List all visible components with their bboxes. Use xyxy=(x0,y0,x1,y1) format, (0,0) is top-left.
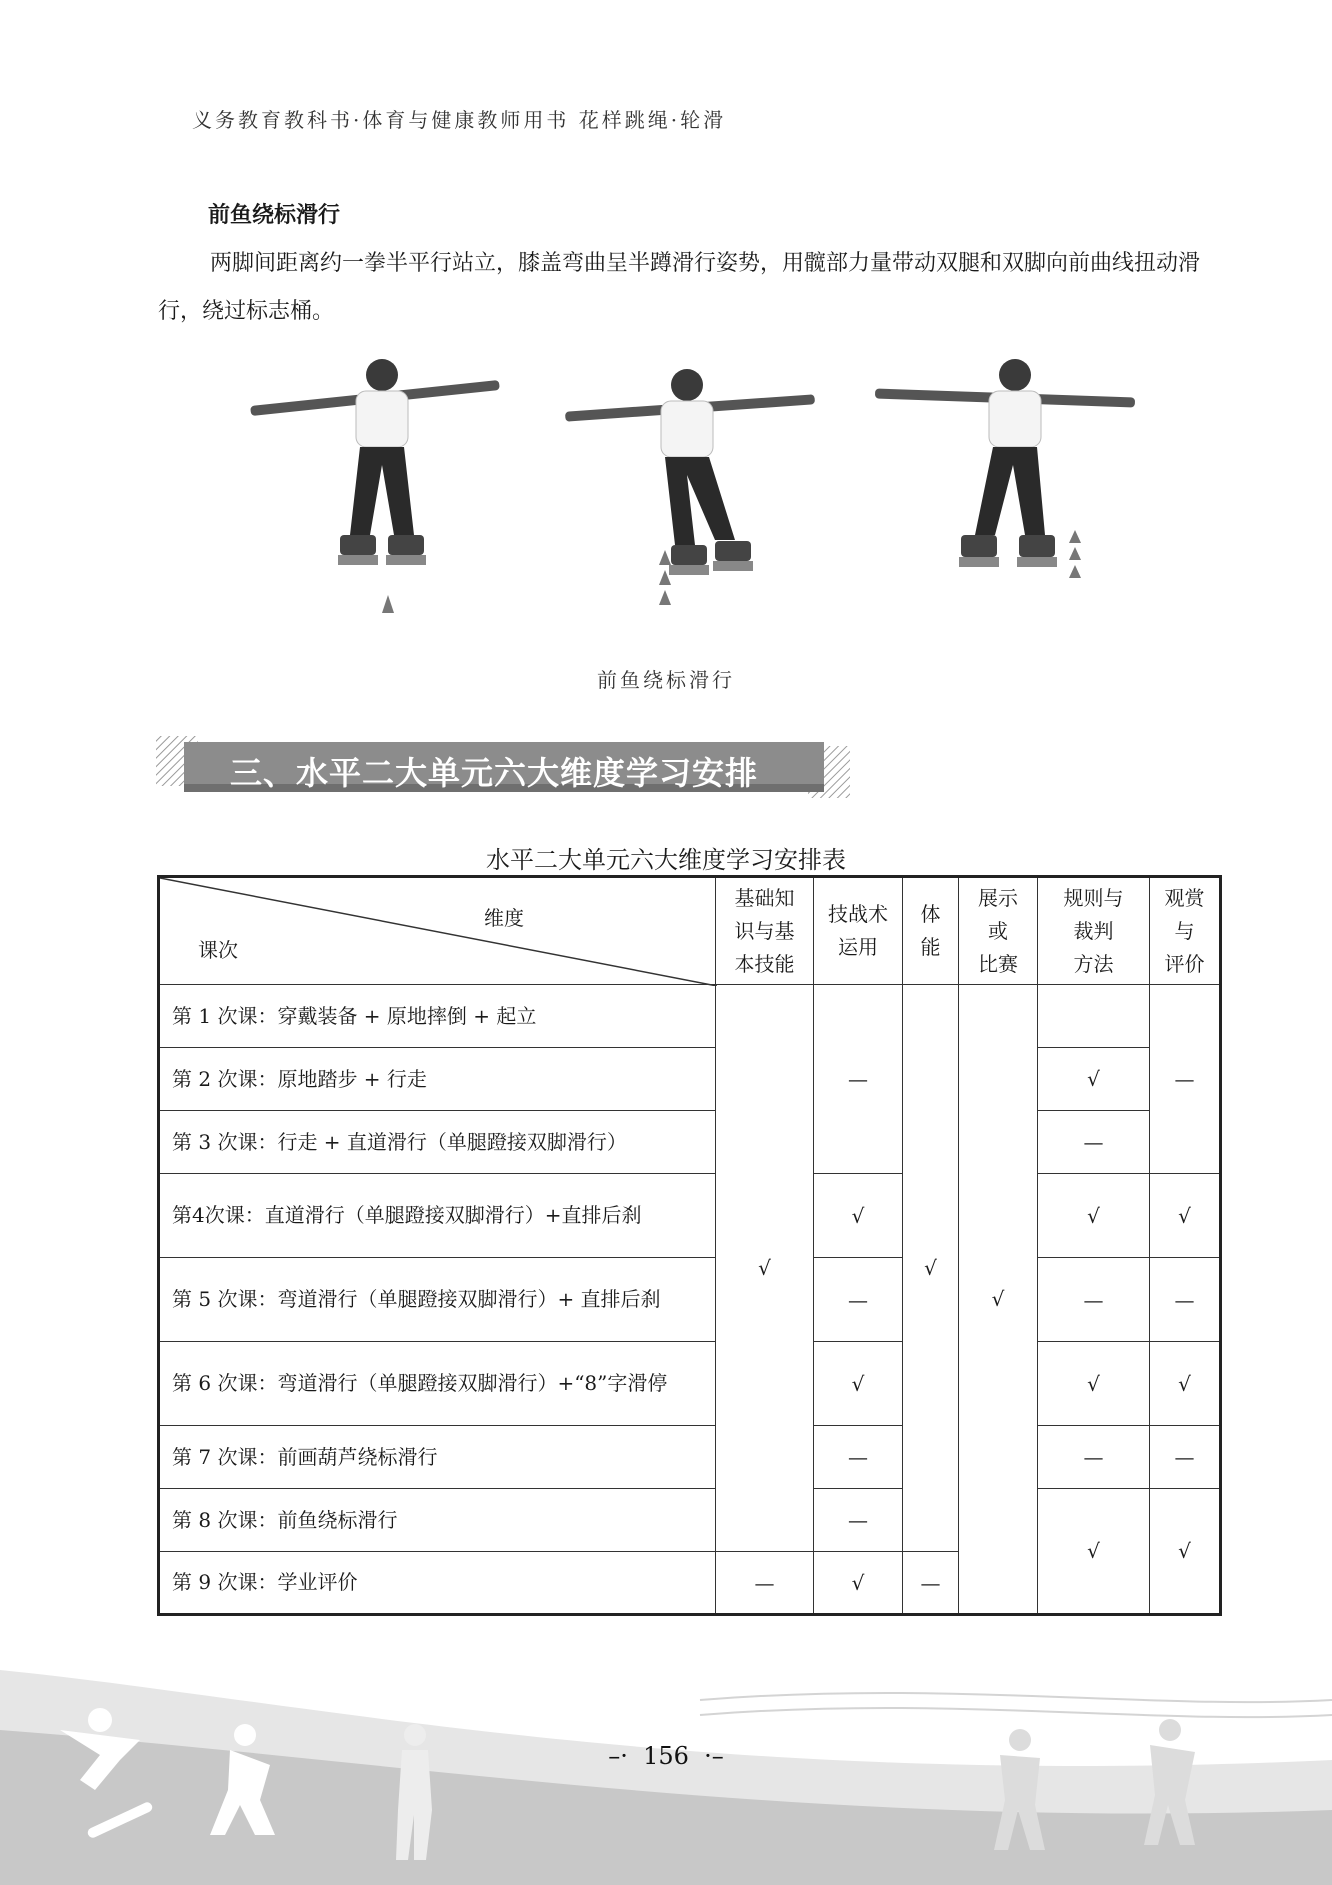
col-header-tactics: 技战术 运用 xyxy=(814,877,903,985)
table-row xyxy=(159,1342,1221,1426)
cell-appreciation-lesson-4: √ xyxy=(1150,1174,1221,1258)
page-number xyxy=(0,1742,1332,1770)
cell-appreciation-lesson-7: — xyxy=(1150,1426,1221,1489)
col-header-basic-knowledge: 基础知 识与基 本技能 xyxy=(716,877,814,985)
diagonal-header-cell xyxy=(159,877,716,985)
lesson-label: 第 9 次课：学业评价 xyxy=(159,1552,716,1615)
section-banner-title: 三、水平二大单元六大维度学习安排 xyxy=(230,754,759,792)
cell-appreciation-lesson-6: √ xyxy=(1150,1342,1221,1426)
table-title: 水平二大单元六大维度学习安排表 xyxy=(486,846,846,874)
header-dimension-label: 维度 xyxy=(484,906,524,930)
cell-rules-lesson-3: — xyxy=(1038,1111,1150,1174)
cell-tactics-lesson-6: √ xyxy=(814,1342,903,1426)
schedule-table xyxy=(157,875,1222,1616)
cell-appreciation-lessons-8-9: √ xyxy=(1150,1489,1221,1615)
cell-rules-lesson-2: √ xyxy=(1038,1048,1150,1111)
cell-basic-knowledge-lessons-1-8: √ xyxy=(716,985,814,1552)
cell-tactics-lesson-7: — xyxy=(814,1426,903,1489)
page-number-left-ornament: –· xyxy=(608,1742,644,1770)
table-row xyxy=(159,1426,1221,1489)
skater-photo-2 xyxy=(565,369,815,605)
figure-caption: 前鱼绕标滑行 xyxy=(597,668,735,692)
lesson-label: 第 3 次课：行走 + 直道滑行（单腿蹬接双脚滑行） xyxy=(159,1111,716,1174)
page-number-right-ornament: ·– xyxy=(688,1742,724,1770)
header-lesson-label: 课次 xyxy=(198,938,238,962)
table-row xyxy=(159,1111,1221,1174)
cell-rules-lessons-8-9: √ xyxy=(1038,1489,1150,1615)
cell-fitness-lessons-1-8: √ xyxy=(903,985,959,1552)
cell-tactics-lesson-4: √ xyxy=(814,1174,903,1258)
skater-photo-sequence xyxy=(230,355,1150,635)
lesson-label: 第 2 次课：原地踏步 + 行走 xyxy=(159,1048,716,1111)
cell-show-match-lessons-1-9: √ xyxy=(959,985,1038,1615)
section-subtitle: 前鱼绕标滑行 xyxy=(208,203,341,228)
running-header: 义务教育教科书·体育与健康教师用书 花样跳绳·轮滑 xyxy=(192,108,727,132)
cell-rules-lesson-6: √ xyxy=(1038,1342,1150,1426)
cell-tactics-lesson-5: — xyxy=(814,1258,903,1342)
page-number-value: 156 xyxy=(643,1742,689,1770)
table-row xyxy=(159,1489,1221,1552)
cell-basic-knowledge-lesson-9: — xyxy=(716,1552,814,1615)
table-row xyxy=(159,985,1221,1048)
body-paragraph: 两脚间距离约一拳半平行站立，膝盖弯曲呈半蹲滑行姿势，用髋部力量带动双腿和双脚向前曲线扭动滑行，绕过标志桶。 xyxy=(158,251,1201,324)
col-header-rules-refereeing: 规则与 裁判 方法 xyxy=(1038,877,1150,985)
cell-appreciation-lessons-1-3: — xyxy=(1150,985,1221,1174)
table-row xyxy=(159,1258,1221,1342)
lesson-label: 第 5 次课：弯道滑行（单腿蹬接双脚滑行）+ 直排后刹 xyxy=(159,1258,716,1342)
table-header-row xyxy=(159,877,1221,985)
lesson-label: 第 8 次课：前鱼绕标滑行 xyxy=(159,1489,716,1552)
col-header-fitness: 体 能 xyxy=(903,877,959,985)
cell-rules-lesson-1 xyxy=(1038,985,1150,1048)
cell-rules-lesson-5: — xyxy=(1038,1258,1150,1342)
cell-fitness-lesson-9: — xyxy=(903,1552,959,1615)
cell-appreciation-lesson-5: — xyxy=(1150,1258,1221,1342)
lesson-label: 第 1 次课：穿戴装备 + 原地摔倒 + 起立 xyxy=(159,985,716,1048)
lesson-label: 第4次课：直道滑行（单腿蹬接双脚滑行）+直排后刹 xyxy=(159,1174,716,1258)
lesson-label: 第 6 次课：弯道滑行（单腿蹬接双脚滑行）+“8”字滑停 xyxy=(159,1342,716,1426)
col-header-appreciation: 观赏 与 评价 xyxy=(1150,877,1221,985)
diagonal-line xyxy=(160,878,717,986)
cell-tactics-lessons-1-3: — xyxy=(814,985,903,1174)
cell-tactics-lesson-9: √ xyxy=(814,1552,903,1615)
skater-photo-3 xyxy=(875,359,1135,578)
table-row xyxy=(159,1174,1221,1258)
cell-rules-lesson-4: √ xyxy=(1038,1174,1150,1258)
cell-tactics-lesson-8: — xyxy=(814,1489,903,1552)
table-row xyxy=(159,1048,1221,1111)
lesson-label: 第 7 次课：前画葫芦绕标滑行 xyxy=(159,1426,716,1489)
col-header-show-or-match: 展示 或 比赛 xyxy=(959,877,1038,985)
cell-rules-lesson-7: — xyxy=(1038,1426,1150,1489)
skater-photo-1 xyxy=(250,359,500,613)
